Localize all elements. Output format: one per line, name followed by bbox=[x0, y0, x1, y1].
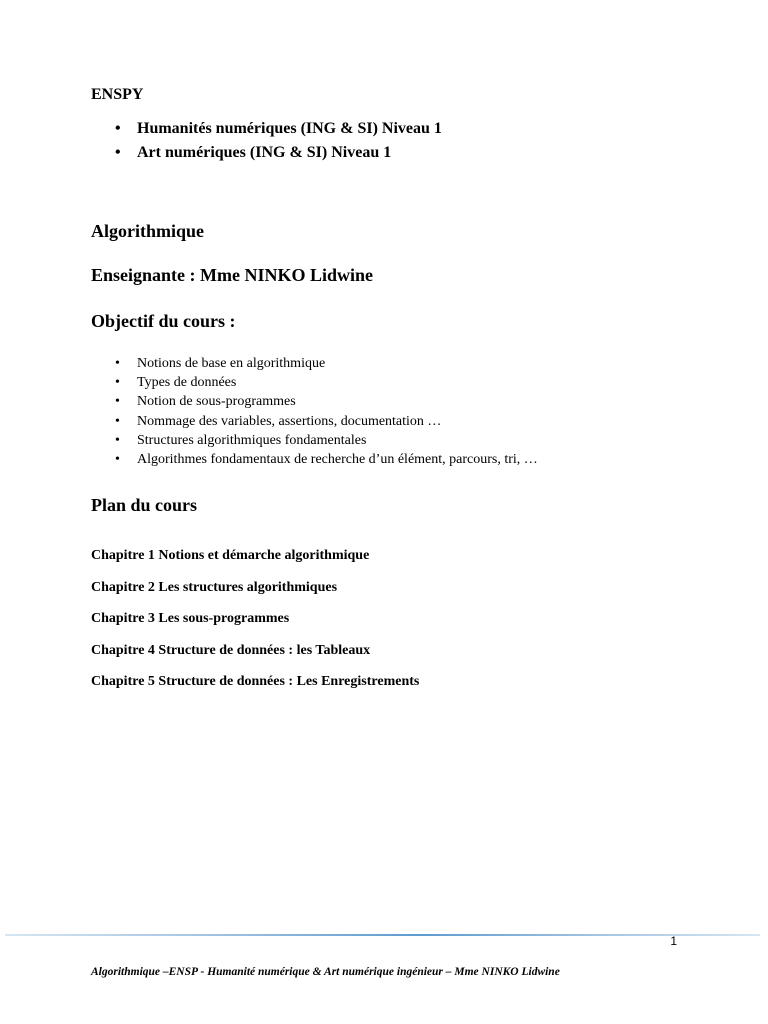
objective-item: • Types de données bbox=[91, 373, 538, 392]
program-item: • Humanités numériques (ING & SI) Niveau 1 bbox=[91, 117, 442, 141]
objective-item: • Notion de sous-programmes bbox=[91, 392, 538, 411]
objectives-heading: Objectif du cours : bbox=[91, 311, 236, 331]
institution-name: ENSPY bbox=[91, 86, 144, 103]
plan-heading: Plan du cours bbox=[91, 495, 198, 515]
teacher-name: Enseignante : Mme NINKO Lidwine bbox=[91, 265, 374, 285]
chapter-item: Chapitre 5 Structure de données : Les Enregistrements bbox=[91, 674, 420, 690]
objectives-list bbox=[91, 354, 538, 469]
chapter-item: Chapitre 2 Les structures algorithmiques bbox=[91, 579, 338, 595]
objective-item: • Notions de base en algorithmique bbox=[91, 354, 538, 373]
objective-item: • Structures algorithmiques fondamentales bbox=[91, 431, 538, 450]
program-list bbox=[91, 117, 442, 165]
chapter-list bbox=[91, 548, 419, 706]
objective-item: • Nommage des variables, assertions, documentation … bbox=[91, 412, 538, 431]
chapter-item: Chapitre 4 Structure de données : les Tableaux bbox=[91, 642, 371, 658]
footer-divider bbox=[5, 934, 760, 936]
chapter-item: Chapitre 1 Notions et démarche algorithmique bbox=[91, 548, 370, 563]
objective-item: • Algorithmes fondamentaux de recherche d’un élément, parcours, tri, … bbox=[91, 450, 538, 469]
footer-text: Algorithmique –ENSP - Humanité numérique & Art numérique ingénieur – Mme NINKO Lidwine bbox=[91, 966, 560, 978]
page-number: 1 bbox=[670, 934, 677, 948]
program-item: • Art numériques (ING & SI) Niveau 1 bbox=[91, 141, 442, 165]
chapter-item: Chapitre 3 Les sous-programmes bbox=[91, 611, 290, 627]
course-title: Algorithmique bbox=[91, 221, 205, 241]
